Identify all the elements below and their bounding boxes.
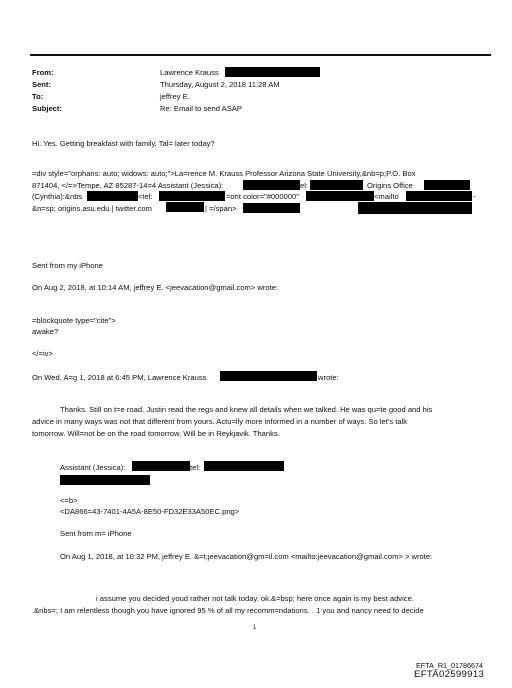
body-line: On Wed, A=g 1, 2018 at 6:45 PM, Lawrence Krauss (32, 373, 207, 382)
body-line: .&nbs=; I am relentless though you have ignored 95 % of all my recomm=ndations. . 1 you and nancy need to decide (32, 606, 424, 615)
redaction (159, 191, 225, 201)
footer-id: EFTA02599913 (414, 669, 485, 680)
redaction (87, 191, 138, 201)
to-value: jeffrey E. (160, 92, 190, 101)
from-value: Lawrence Krauss (160, 68, 219, 77)
body-line: i assume you decided youd rather not talk today. ok.&=bsp; here once again is my best advice. (96, 594, 414, 603)
body-fragment: wrote: (318, 373, 339, 382)
body-line: On Aug 1, 2018, at 10:32 PM, jeffrey E. &=t;jeevacation@gm=il.com <mailto:jeevacation@gmail.com> > wrote: (60, 552, 433, 561)
footer-id: EFTA_R1_01786674 (416, 661, 483, 670)
to-label: To: (32, 92, 44, 101)
body-fragment: tel: (190, 463, 201, 472)
signature-fragment: Origins Office (367, 181, 413, 190)
signature-fragment: - (473, 192, 476, 201)
from-label: From: (32, 68, 54, 77)
body-line: </=iv> (32, 349, 53, 358)
sent-value: Thursday, August 2, 2018 11:28 AM (160, 80, 280, 89)
body-line: awake? (32, 327, 59, 336)
subject-value: Re: Email to send ASAP (160, 104, 242, 113)
body-line: tomorrow. Will=not be on the road tomorrow. Will be in Reykjavik. Thanks. (32, 429, 280, 438)
body-line: Assistant (Jessica): (60, 463, 126, 472)
body-line: Sent from my iPhone (32, 261, 103, 270)
signature-line: 871404, </=>Tempe, AZ 85287-14=4 Assistant (Jessica): (32, 181, 224, 190)
redaction (225, 67, 320, 77)
signature-line: (Cynthia):&nbs (32, 192, 83, 201)
redaction (424, 180, 470, 190)
redaction (406, 191, 472, 201)
redaction (310, 180, 363, 190)
body-line: Hi. Yes. Getting breakfast with family. Tal= later today? (32, 139, 215, 148)
body-line: =blockquote type="cite"> (32, 316, 116, 325)
signature-fragment: =ont color="#000000" (226, 192, 299, 201)
signature-fragment: el: (300, 181, 309, 190)
body-line: Thanks. Still on t=e road. Justin read the regs and knew all details when we talked. He was qu=te good and his (60, 405, 433, 414)
signature-line: =div style="orphans: auto; widows: auto;">La=rence M. Krauss Professor Arizona State University,&nb=p;P.O. Box (32, 169, 416, 178)
body-line: <DA866=43-7401-4A5A-8E50-FD32E33A50EC.png> (60, 507, 240, 516)
body-line: <=b> (60, 496, 78, 505)
redaction (60, 475, 150, 485)
redaction (204, 461, 284, 471)
signature-fragment: | =/span> (205, 204, 237, 213)
signature-fragment: <mailto (374, 192, 399, 201)
page-number: 1 (253, 625, 257, 631)
body-line: Sent from m= iPhone (60, 529, 132, 538)
signature-fragment: <tel: (138, 192, 153, 201)
signature-line: &n=sp; origins.asu.edu | twitter.com (32, 204, 152, 213)
redaction (358, 202, 472, 214)
body-line: On Aug 2, 2018, at 10:14 AM, jeffrey E. <jeevacation@gmail.com> wrote: (32, 283, 279, 292)
sent-label: Sent: (32, 80, 51, 89)
header-rule (30, 54, 491, 56)
subject-label: Subject: (32, 104, 62, 113)
redaction (243, 180, 300, 190)
redaction (220, 371, 317, 381)
redaction (306, 191, 374, 201)
redaction (166, 202, 204, 212)
body-line: advice in many ways was not that different from yours. Actu=lly more informed in a number of ways. So let's talk (32, 417, 408, 426)
redaction (243, 203, 300, 213)
redaction (132, 461, 190, 471)
